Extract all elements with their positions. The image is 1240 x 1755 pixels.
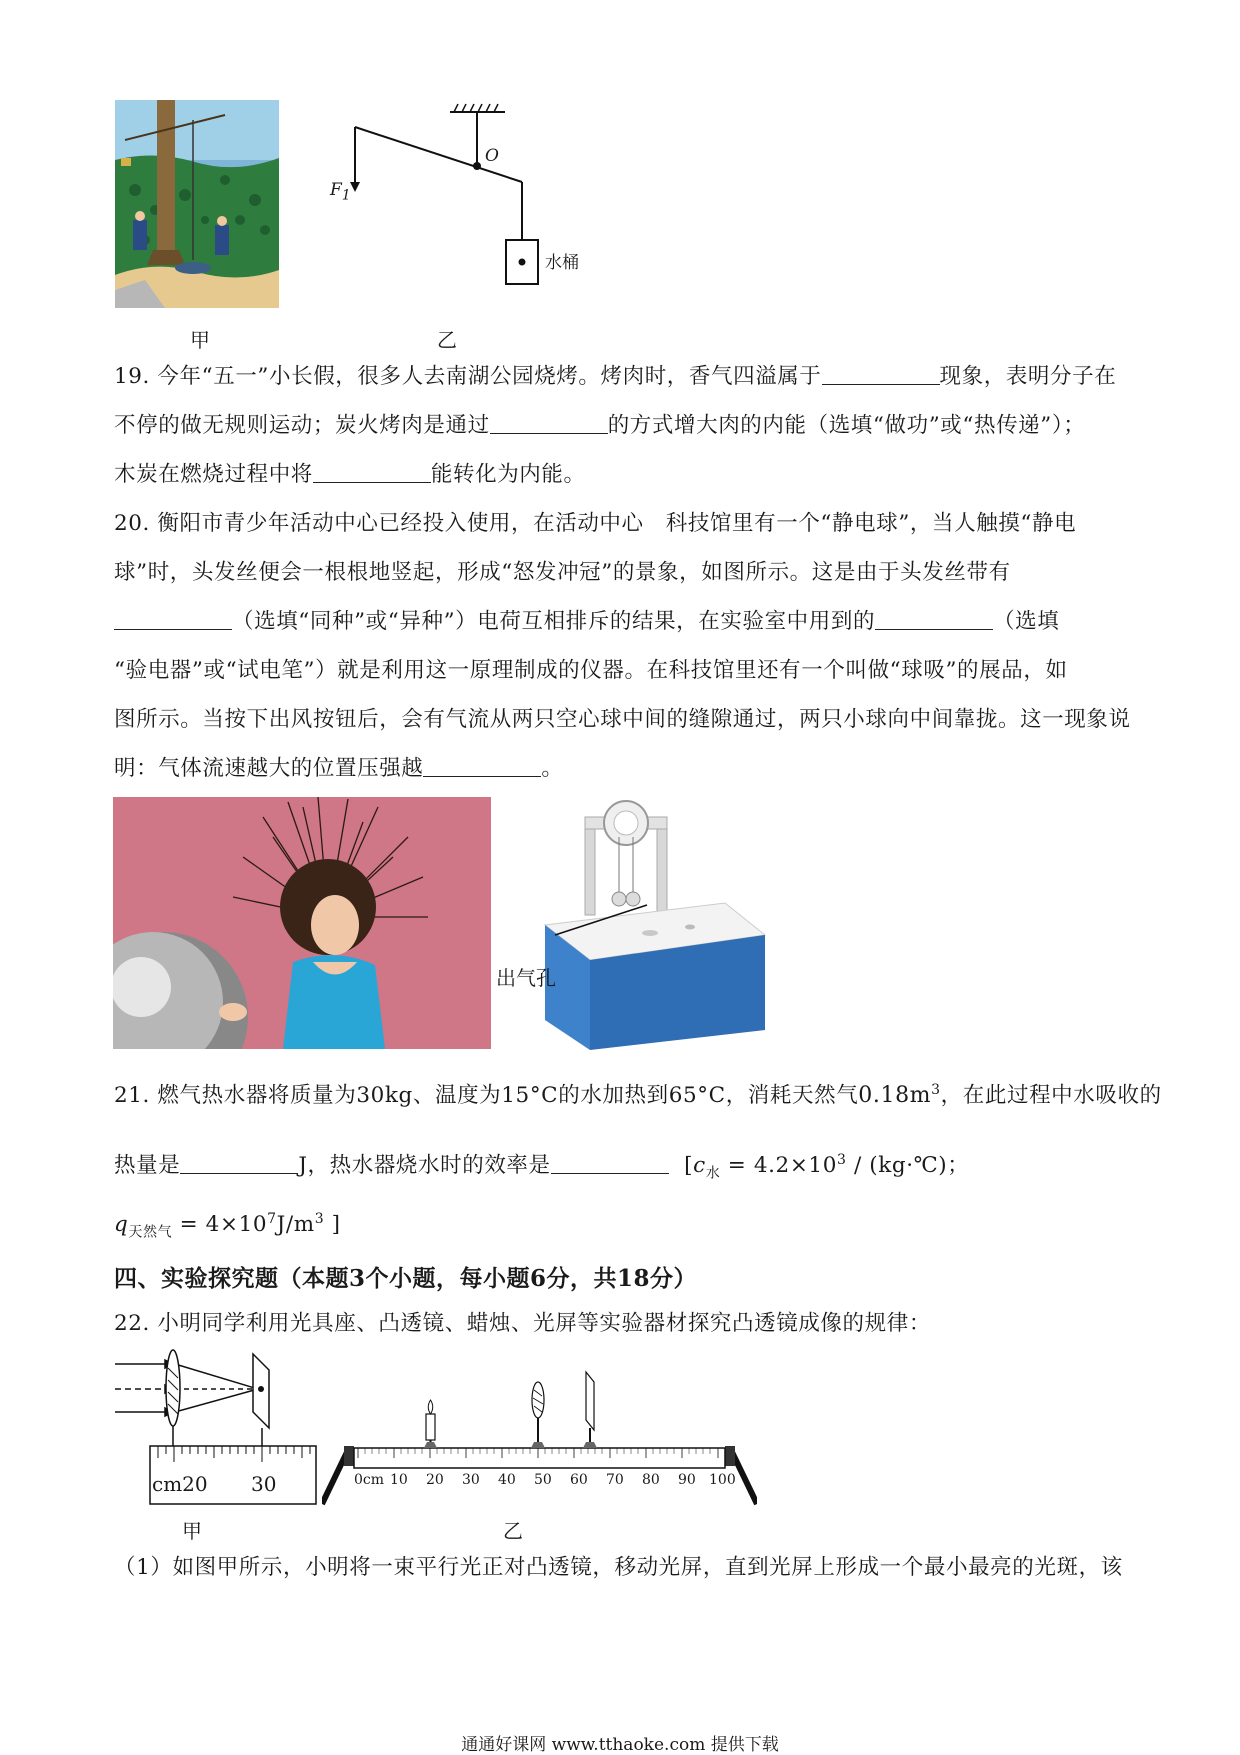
- vent-label: 出气孔: [496, 966, 556, 990]
- lever-diagram: [320, 100, 580, 300]
- tick-label: 100: [709, 1472, 736, 1488]
- q20-blank1[interactable]: [114, 609, 232, 630]
- q20-line6: 明：气体流速越大的位置压强越 。: [114, 756, 564, 781]
- force-label: $F_1$: [330, 180, 351, 204]
- candle: [424, 1400, 437, 1448]
- q20-line4: “验电器”或“试电笔”）就是利用这一原理制成的仪器。在科技馆里还有一个叫做“球吸”的展品，如: [114, 658, 1068, 683]
- tick-label: 10: [390, 1472, 408, 1488]
- q21-line2: 热量是 J，热水器烧水时的效率是 [$c_水 = 4.2\times 10^3$ / (kg·℃)；: [114, 1152, 970, 1182]
- q19-blank2[interactable]: [490, 413, 608, 434]
- q21-line1: 21. 燃气热水器将质量为30kg、温度为15°C的水加热到65°C，消耗天然气$0.18m^3$，在此过程中水吸收的: [114, 1082, 1162, 1109]
- convex-lens: [531, 1382, 545, 1448]
- caption-jia-22: 甲: [182, 1519, 202, 1543]
- caption-yi-18: 乙: [437, 328, 457, 352]
- q20-blank2[interactable]: [875, 609, 993, 630]
- tick-label: 50: [534, 1472, 552, 1488]
- well-sweep-illustration: [115, 100, 279, 308]
- tick-label: 20: [426, 1472, 444, 1488]
- q20-blank3[interactable]: [423, 756, 541, 777]
- tick-label: 90: [678, 1472, 696, 1488]
- q22-part1: （1）如图甲所示，小明将一束平行光正对凸透镜，移动光屏，直到光屏上形成一个最小最亮的光斑，该: [114, 1555, 1123, 1580]
- bucket-label: 水桶: [545, 253, 579, 273]
- section-title: 四、实验探究题（本题3个小题，每小题6分，共18分）: [114, 1265, 698, 1292]
- q19-blank3[interactable]: [313, 462, 431, 483]
- q20-line1: 20. 衡阳市青少年活动中心已经投入使用，在活动中心 科技馆里有一个“静电球”，当人触摸“静电: [114, 511, 1077, 536]
- q20-line2: 球”时，头发丝便会一根根地竖起，形成“怒发冲冠”的景象，如图所示。这是由于头发丝带有: [114, 560, 1011, 585]
- q19-line1: 19. 今年“五一”小长假，很多人去南湖公园烧烤。烤肉时，香气四溢属于 现象，表明分子在: [114, 364, 1117, 389]
- q22-intro: 22. 小明同学利用光具座、凸透镜、蜡烛、光屏等实验器材探究凸透镜成像的规律：: [114, 1311, 931, 1336]
- tick-label: 60: [570, 1472, 588, 1488]
- ruler-cm20-label: cm20: [152, 1472, 208, 1496]
- tick-label: 30: [462, 1472, 480, 1488]
- tick-label: 0cm: [354, 1472, 385, 1488]
- tick-label: 70: [606, 1472, 624, 1488]
- tick-label: 40: [498, 1472, 516, 1488]
- pivot-label: O: [485, 146, 499, 166]
- tick-label: 80: [642, 1472, 660, 1488]
- light-screen: [583, 1372, 597, 1448]
- page-footer: 通通好课网 www.tthaoke.com 提供下载: [461, 1735, 779, 1755]
- q19-line2: 不停的做无规则运动；炭火烤肉是通过 的方式增大肉的内能（选填“做功”或“热传递”）；: [114, 413, 1086, 438]
- caption-jia-18: 甲: [190, 328, 210, 352]
- bench-scale-labels: [354, 1472, 734, 1492]
- ball-suction-exhibit: [535, 795, 775, 1050]
- q21-blank1[interactable]: [180, 1153, 298, 1174]
- q21-c-formula: [$c_水 = 4.2\times 10^3$ / (kg·℃)；: [684, 1152, 970, 1182]
- caption-yi-22: 乙: [503, 1519, 523, 1543]
- ruler-30-label: 30: [251, 1472, 277, 1496]
- q19-blank1[interactable]: [822, 364, 940, 385]
- q19-line3: 木炭在燃烧过程中将 能转化为内能。: [114, 462, 586, 487]
- q21-line3: $q_{天然气} = 4\times 10^7J/m^3$ ]: [114, 1211, 341, 1241]
- q20-line5: 图所示。当按下出风按钮后，会有气流从两只空心球中间的缝隙通过，两只小球向中间靠拢。这一现象说: [114, 707, 1131, 732]
- q21-blank2[interactable]: [551, 1153, 669, 1174]
- focal-length-diagram: [113, 1348, 318, 1508]
- static-hair-photo: [113, 797, 491, 1049]
- q20-line3: （选填“同种”或“异种”）电荷互相排斥的结果，在实验室中用到的 （选填: [114, 608, 1059, 636]
